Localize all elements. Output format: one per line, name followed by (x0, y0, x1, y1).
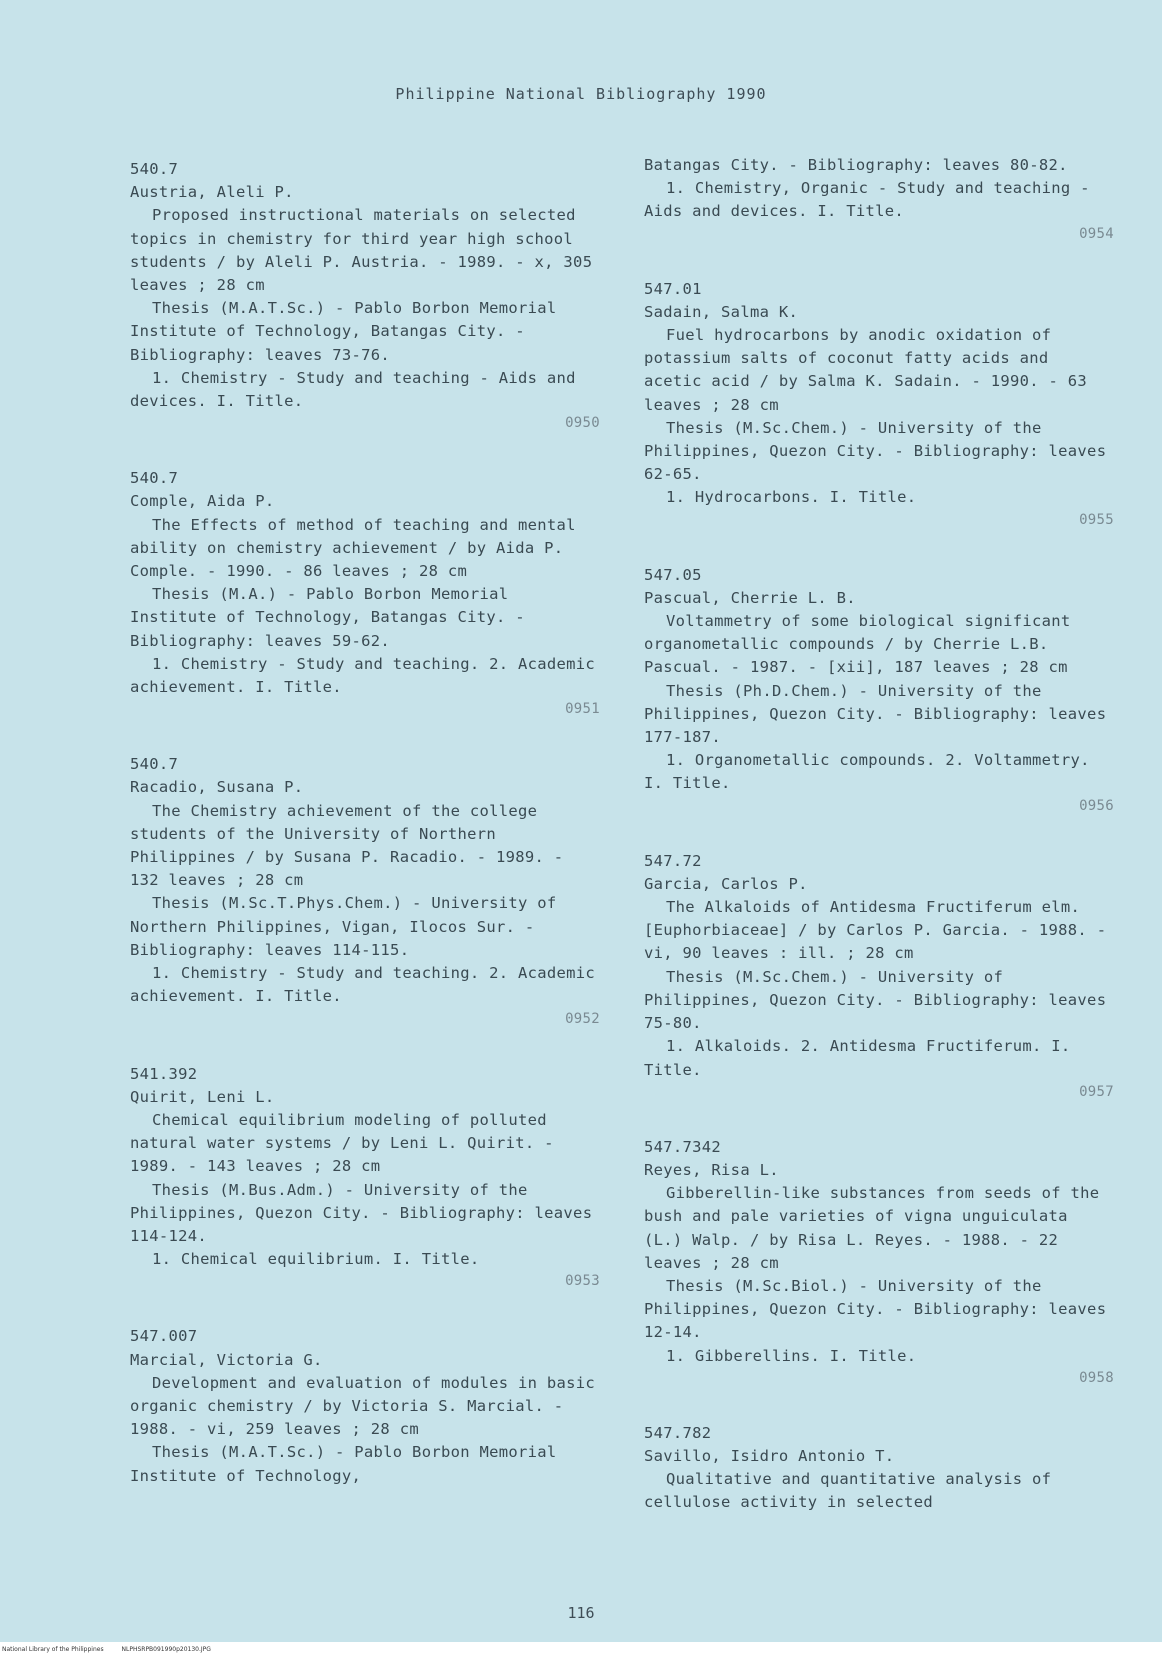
entry-number: 0950 (565, 415, 600, 432)
author: Garcia, Carlos P. (644, 874, 808, 893)
bibliography-entry (644, 564, 1114, 816)
page-title: Philippine National Bibliography 1990 (395, 85, 767, 103)
thesis-note: Thesis (M.A.T.Sc.) - Pablo Borbon Memorial Institute of Technology, (130, 1443, 567, 1485)
author: Reyes, Risa L. (644, 1160, 779, 1179)
author: Savillo, Isidro Antonio T. (644, 1446, 895, 1465)
class-number: 547.01 (644, 279, 702, 298)
bibliography-entry (644, 1422, 1114, 1515)
title-statement: The Effects of method of teaching and mental ability on chemistry achievement / by Aida P. Comple. - 1990. - 86 leaves ; 28 cm (130, 515, 586, 581)
entry-number: 0956 (1079, 797, 1114, 814)
thesis-note: Thesis (M.A.T.Sc.) - Pablo Borbon Memorial Institute of Technology, Batangas City. - Bibliography: leaves 73-76. (130, 299, 567, 364)
thesis-note: Thesis (M.Sc.T.Phys.Chem.) - University of Northern Philippines, Vigan, Ilocos Sur. - Bibliography: leaves 114-115. (130, 894, 567, 959)
thesis-note: Thesis (M.Sc.Chem.) - University of the Philippines, Quezon City. - Bibliography: leaves 62-65. (644, 418, 1116, 484)
subject-headings: 1. Chemistry - Study and teaching - Aids and devices. I. Title. (130, 368, 586, 411)
title-statement: Fuel hydrocarbons by anodic oxidation of potassium salts of coconut fatty acids and acetic acid / by Salma K. Sadain. - 1990. - 63 leaves ; 28 cm (644, 326, 1097, 414)
subject-headings: 1. Chemistry - Study and teaching. 2. Academic achievement. I. Title. (130, 964, 605, 1006)
entry-number: 0958 (1079, 1369, 1114, 1386)
subject-headings: 1. Chemistry - Study and teaching. 2. Academic achievement. I. Title. (130, 654, 605, 697)
right-column (644, 154, 1114, 1549)
entry-number: 0952 (565, 1010, 600, 1027)
class-number: 540.7 (130, 755, 179, 774)
footer-library: National Library of the Philippines (2, 1646, 104, 1653)
footer-filename: NLPHSRPB091990p20130.JPG (121, 1646, 211, 1653)
class-number: 547.007 (130, 1327, 198, 1346)
bibliography-entry-continued (644, 154, 1114, 244)
class-number: 547.782 (644, 1423, 712, 1442)
title-statement: The Chemistry achievement of the college students of the University of Northern Philippines / by Susana P. Racadio. - 1989. - 132 leaves ; 28 cm (130, 801, 574, 890)
bibliography-entry (644, 850, 1114, 1102)
title-statement: Proposed instructional materials on selected topics in chemistry for third year high school students / by Aleli P. Austria. - 1989. - x, 305 leaves ; 28 cm (130, 206, 602, 295)
title-statement: Qualitative and quantitative analysis of cellulose activity in selected (644, 1470, 1061, 1512)
subject-headings: 1. Alkaloids. 2. Antidesma Fructiferum. I. Title. (644, 1037, 1081, 1079)
bibliography-entry (644, 278, 1114, 530)
title-statement: The Alkaloids of Antidesma Fructiferum elm. [Euphorbiaceae] / by Carlos P. Garcia. - 1988. - vi, 90 leaves : ill. ; 28 cm (644, 898, 1116, 963)
bibliography-entry (130, 467, 605, 719)
thesis-note: Thesis (M.Bus.Adm.) - University of the Philippines, Quezon City. - Bibliography: leaves 114-124. (130, 1180, 602, 1245)
class-number: 540.7 (130, 469, 179, 488)
bibliography-entry (130, 1325, 605, 1487)
left-column (130, 158, 605, 1522)
subject-headings: 1. Chemistry, Organic - Study and teaching - Aids and devices. I. Title. (644, 179, 1100, 221)
author: Sadain, Salma K. (644, 302, 799, 321)
author: Comple, Aida P. (130, 492, 275, 511)
entry-number: 0957 (1079, 1083, 1114, 1100)
title-statement: Voltammetry of some biological significant organometallic compounds / by Cherrie L.B. Pascual. - 1987. - [xii], 187 leaves ; 28 cm (644, 612, 1081, 677)
thesis-note: Thesis (M.A.) - Pablo Borbon Memorial Institute of Technology, Batangas City. - Bibliography: leaves 59-62. (130, 585, 535, 650)
entry-number: 0953 (565, 1273, 600, 1290)
class-number: 547.05 (644, 565, 702, 584)
entry-number: 0951 (565, 701, 600, 718)
class-number: 547.7342 (644, 1137, 722, 1156)
bibliography-entry (130, 1063, 600, 1292)
entry-number: 0955 (1079, 511, 1114, 528)
author: Marcial, Victoria G. (130, 1350, 323, 1369)
title-statement: Development and evaluation of modules in basic organic chemistry / by Victoria S. Marcial. - 1988. - vi, 259 leaves ; 28 cm (130, 1373, 605, 1439)
class-number: 540.7 (130, 160, 179, 178)
subject-headings: 1. Organometallic compounds. 2. Voltammetry. I. Title. (644, 751, 1100, 793)
subject-headings: 1. Hydrocarbons. I. Title. (666, 488, 917, 507)
class-number: 541.392 (130, 1064, 198, 1083)
title-statement: Chemical equilibrium modeling of polluted natural water systems / by Leni L. Quirit. - 1989. - 143 leaves ; 28 cm (130, 1110, 564, 1176)
author: Quirit, Leni L. (130, 1087, 275, 1106)
thesis-note: Batangas City. - Bibliography: leaves 80-82. (644, 156, 1068, 174)
class-number: 547.72 (644, 851, 702, 870)
entry-number: 0954 (1079, 225, 1114, 242)
bibliography-entry (644, 1136, 1114, 1388)
author: Racadio, Susana P. (130, 778, 304, 797)
thesis-note: Thesis (M.Sc.Biol.) - University of the Philippines, Quezon City. - Bibliography: leaves 12-14. (644, 1276, 1116, 1342)
author: Austria, Aleli P. (130, 183, 294, 202)
bibliography-entry (130, 158, 600, 433)
author: Pascual, Cherrie L. B. (644, 588, 856, 607)
bibliography-entry (130, 753, 605, 1028)
page-number: 116 (567, 1604, 595, 1622)
thesis-note: Thesis (M.Sc.Chem.) - University of Philippines, Quezon City. - Bibliography: leaves 75-80. (644, 967, 1116, 1033)
scan-footer (0, 1642, 1162, 1658)
title-statement: Gibberellin-like substances from seeds of the bush and pale varieties of vigna unguiculata (L.) Walp. / by Risa L. Reyes. - 1988. - 22 leaves ; 28 cm (644, 1184, 1110, 1272)
thesis-note: Thesis (Ph.D.Chem.) - University of the Philippines, Quezon City. - Bibliography: leaves 177-187. (644, 681, 1116, 747)
subject-headings: 1. Gibberellins. I. Title. (666, 1346, 917, 1365)
subject-headings: 1. Chemical equilibrium. I. Title. (152, 1250, 480, 1269)
